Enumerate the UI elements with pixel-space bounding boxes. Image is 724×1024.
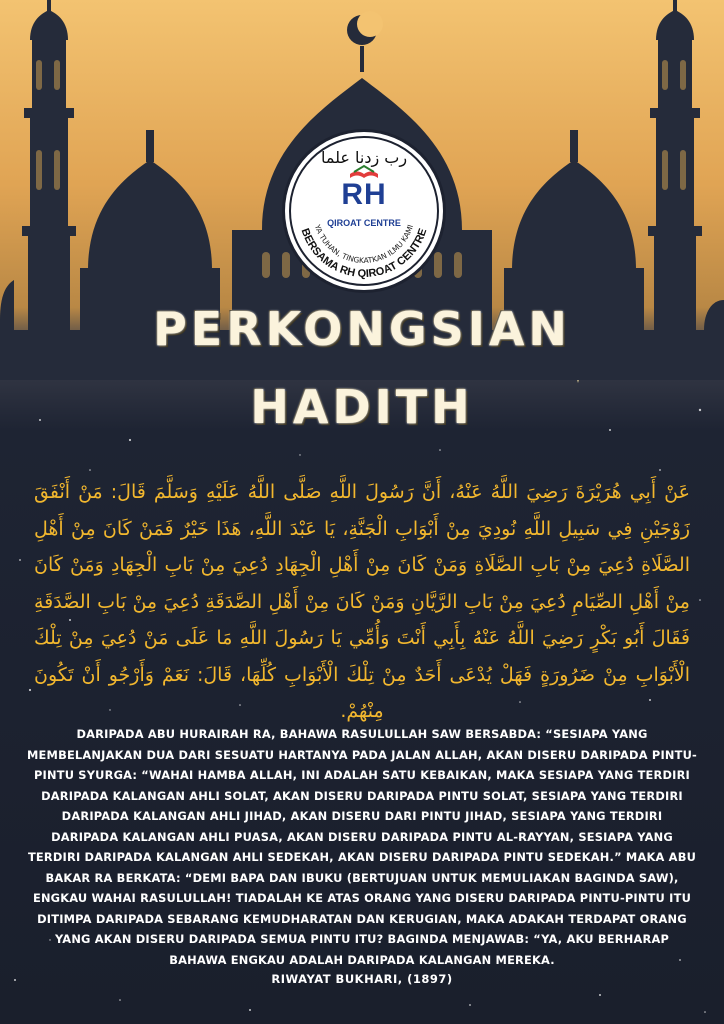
hadith-reference: RIWAYAT BUKHARI, (1897) (271, 972, 453, 986)
logo-centre-name: QIROAT CENTRE (327, 218, 401, 228)
crescent-moon-icon (347, 11, 383, 45)
hadith-arabic-text: عَنْ أَبِي هُرَيْرَةَ رَضِيَ اللَّهُ عَنْهُ، أَنَّ رَسُولَ اللَّهِ صَلَّى اللَّهُ عَلَيْهِ وَسَلَّمَ قَالَ: مَنْ أَنْفَقَ زَوْجَيْنِ فِي سَبِيلِ اللَّهِ نُودِيَ مِنْ أَبْوَابِ الْجَنَّةِ، يَا عَبْدَ اللَّهِ، هَذَا خَيْرٌ فَمَنْ كَانَ مِنْ أَهْلِ الصَّلَاةِ دُعِيَ مِنْ بَابِ الصَّلَاةِ وَمَنْ كَانَ مِنْ أَهْلِ الْجِهَادِ دُعِيَ مِنْ بَابِ الْجِهَادِ وَمَنْ كَانَ مِنْ أَهْلِ الصِّيَامِ دُعِيَ مِنْ بَابِ الرَّيَّانِ وَمَنْ كَانَ مِنْ أَهْلِ الصَّدَقَةِ دُعِيَ مِنْ بَابِ الصَّدَقَةِ فَقَالَ أَبُو بَكْرٍ رَضِيَ اللَّهُ عَنْهُ بِأَبِي أَنْتَ وَأُمِّي يَا رَسُولَ اللَّهِ مَا عَلَى مَنْ دُعِيَ مِنْ تِلْكَ الْأَبْوَابِ مِنْ ضَرُورَةٍ فَهَلْ يُدْعَى أَحَدٌ مِنْ تِلْكَ الْأَبْوَابِ كُلِّهَا، قَالَ: نَعَمْ وَأَرْجُو أَنْ تَكُونَ مِنْهُمْ. (34, 481, 690, 722)
rh-qiroat-centre-logo (285, 132, 443, 290)
logo-motto: YA TUHAN, TINGKATKAN ILMU KAMI (312, 223, 416, 266)
logo-arabic-text: رب زدنا علما (320, 148, 408, 167)
open-book-icon (350, 166, 378, 178)
title-line-2: HADITH (250, 380, 474, 434)
hadith-translation: DARIPADA ABU HURAIRAH RA, BAHAWA RASULULLAH SAW BERSABDA: “SESIAPA YANG MEMBELANJAKAN DUA DARI SESUATU HARTANYA PADA JALAN ALLAH, AKAN DISERU DARIPADA PINTU-PINTU SYURGA: “WAHAI HAMBA ALLAH, INI ADALAH SATU KEBAIKAN, MAKA SESIAPA YANG TERDIRI DARIPADA KALANGAN AHLI SOLAT, AKAN DISERU DARIPADA PINTU SOLAT, SESIAPA YANG TERDIRI DARIPADA KALANGAN AHLI JIHAD, AKAN DISERU DARI PINTU JIHAD, SESIAPA YANG TERDIRI DARIPADA KALANGAN AHLI PUASA, AKAN DISERU DARIPADA PINTU AL-RAYYAN, SESIAPA YANG TERDIRI DARIPADA KALANGAN AHLI SEDEKAH, AKAN DISERU DARIPADA PINTU SEDEKAH.” MAKA ABU BAKAR RA BERKATA: “DEMI BAPA DAN IBUKU (BERTUJUAN UNTUK MEMULIAKAN BAGINDA SAW), ENGKAU WAHAI RASULULLAH! TIADALAH KE ATAS ORANG YANG DISERU DARIPADA PINTU-PINTU ITU DITIMPA DARIPADA SEBARANG KEMUDHARATAN DAN KERUGIAN, MAKA ADAKAH TERDAPAT ORANG YANG AKAN DISERU DARIPADA SEMUA PINTU ITU? BAGINDA MENJAWAB: “YA, AKU BERHARAP BAHAWA ENGKAU ADALAH DARIPADA KALANGAN MEREKA. (27, 727, 697, 967)
title-line-1: PERKONGSIAN (153, 302, 571, 356)
logo-tagline: BERSAMA RH QIROAT CENTRE (298, 226, 430, 281)
logo-initials: RH (341, 178, 387, 211)
